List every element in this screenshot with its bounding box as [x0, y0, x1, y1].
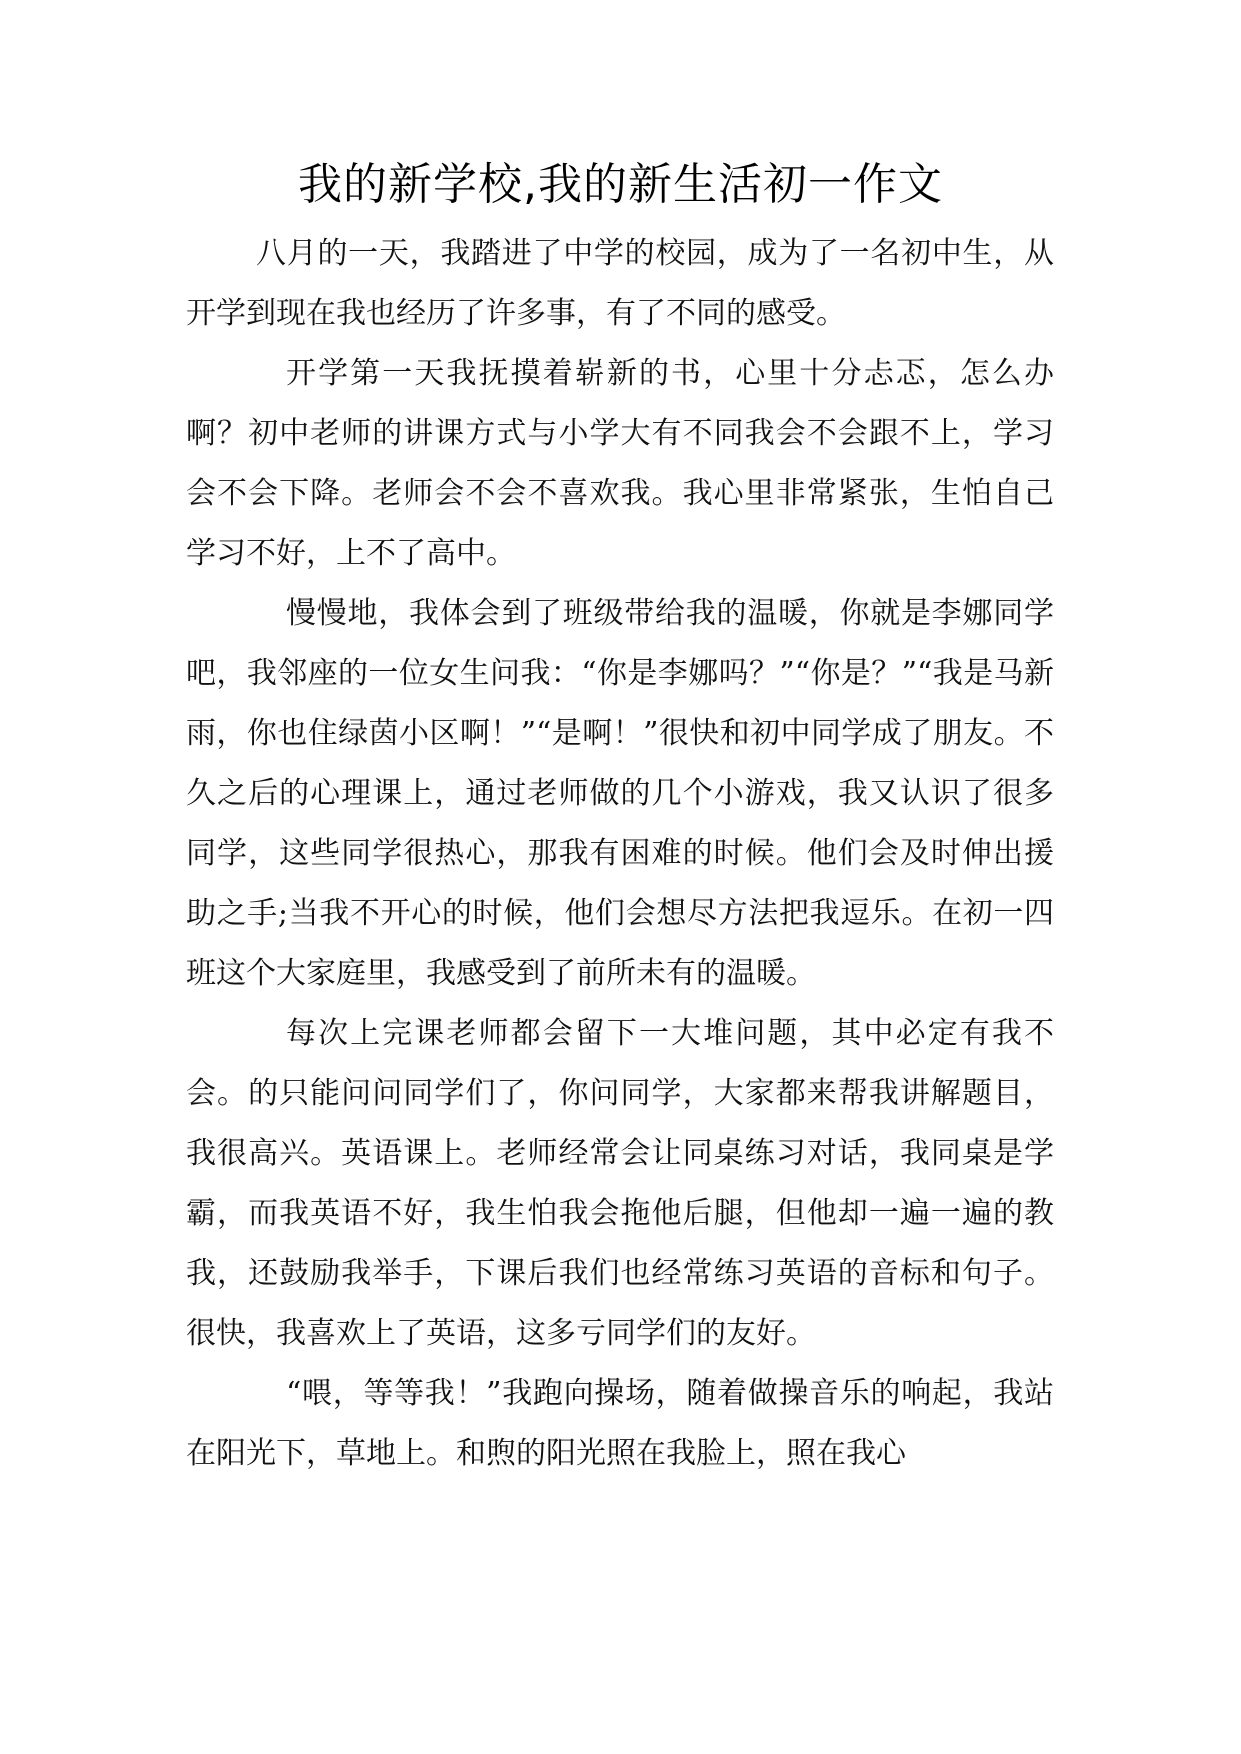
paragraph-1: 八月的一天，我踏进了中学的校园，成为了一名初中生，从开学到现在我也经历了许多事，有了不同的感受。: [186, 236, 1054, 331]
paragraph-5: “喂，等等我！”我跑向操场，随着做操音乐的响起，我站在阳光下，草地上。和煦的阳光照在我脸上，照在我心: [186, 1376, 1054, 1471]
paragraph-3: 慢慢地，我体会到了班级带给我的温暖，你就是李娜同学吧，我邻座的一位女生问我：“你是李娜吗？”“你是？”“我是马新雨，你也住绿茵小区啊！”“是啊！”很快和初中同学成了朋友。不久之后的心理课上，通过老师做的几个小游戏，我又认识了很多同学，这些同学很热心，那我有困难的时候。他们会及时伸出援助之手;当我不开心的时候，他们会想尽方法把我逗乐。在初一四班这个大家庭里，我感受到了前所未有的温暖。: [186, 596, 1054, 991]
document-title: 我的新学校,我的新生活初一作文: [298, 159, 943, 210]
document-body: [186, 224, 1054, 1484]
paragraph-2: 开学第一天我抚摸着崭新的书，心里十分忐忑，怎么办啊？初中老师的讲课方式与小学大有不同我会不会跟不上，学习会不会下降。老师会不会不喜欢我。我心里非常紧张，生怕自己学习不好，上不了高中。: [186, 356, 1054, 571]
paragraph-4: 每次上完课老师都会留下一大堆问题，其中必定有我不会。的只能问问同学们了，你问同学，大家都来帮我讲解题目，我很高兴。英语课上。老师经常会让同桌练习对话，我同桌是学霸，而我英语不好，我生怕我会拖他后腿，但他却一遍一遍的教我，还鼓励我举手，下课后我们也经常练习英语的音标和句子。很快，我喜欢上了英语，这多亏同学们的友好。: [186, 1016, 1054, 1351]
